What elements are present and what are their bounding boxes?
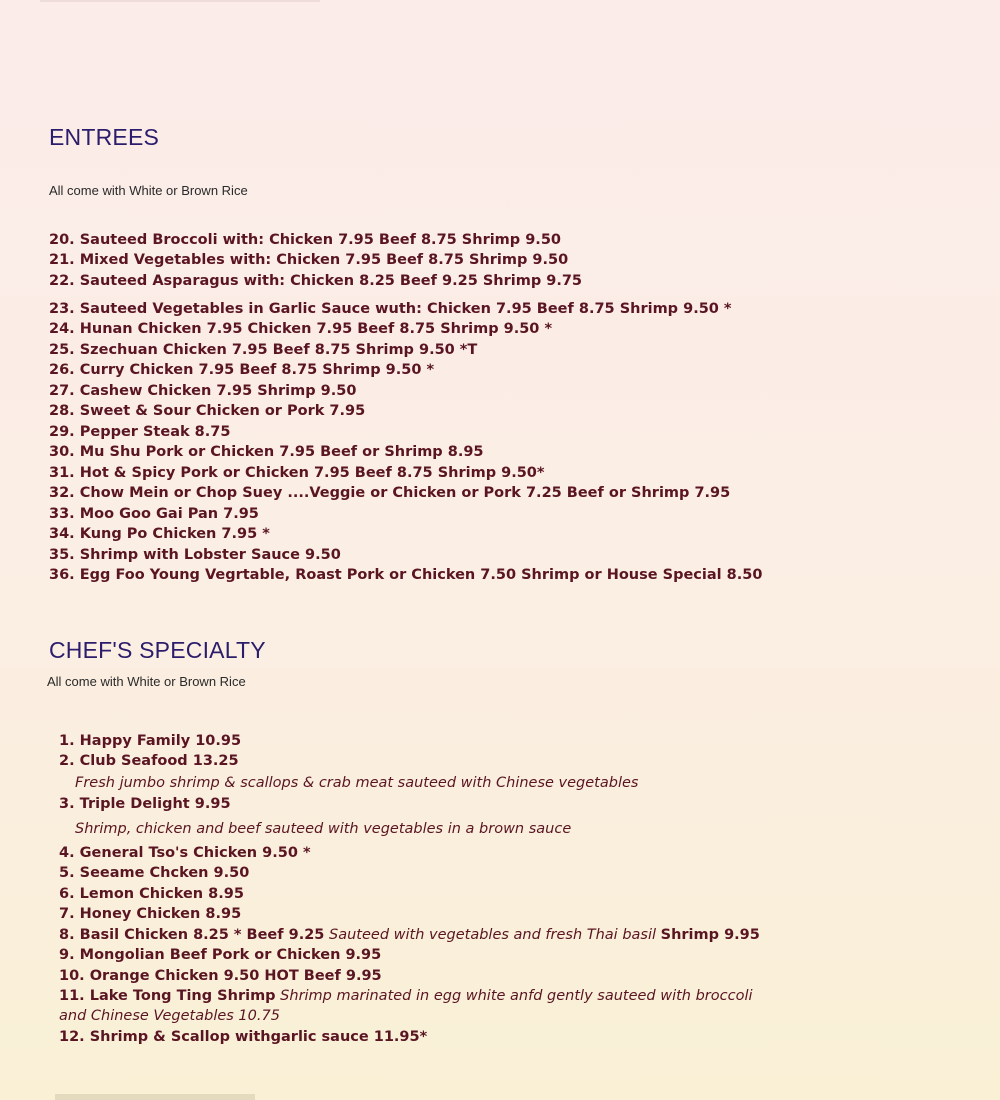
menu-item: 28. Sweet & Sour Chicken or Pork 7.95 <box>49 403 366 419</box>
menu-item: 4. General Tso's Chicken 9.50 * <box>59 845 311 861</box>
menu-item: 9. Mongolian Beef Pork or Chicken 9.95 <box>59 947 382 963</box>
menu-item: 22. Sauteed Asparagus with: Chicken 8.25 Beef 9.25 Shrimp 9.75 <box>49 273 583 289</box>
menu-item: 8. Basil Chicken 8.25 * Beef 9.25 Sauteed with vegetables and fresh Thai basil Shrimp 9.95 <box>59 927 760 943</box>
menu-item: 23. Sauteed Vegetables in Garlic Sauce wuth: Chicken 7.95 Beef 8.75 Shrimp 9.50 * <box>49 301 732 317</box>
cropped-heading-remnant <box>55 1094 255 1100</box>
menu-item: 11. Lake Tong Ting Shrimp Shrimp marinated in egg white anfd gently sauteed with broccoli <box>59 988 753 1004</box>
menu-item: 29. Pepper Steak 8.75 <box>49 424 231 440</box>
menu-item: 5. Seeame Chcken 9.50 <box>59 865 250 881</box>
menu-item: 33. Moo Goo Gai Pan 7.95 <box>49 506 259 522</box>
menu-item: 7. Honey Chicken 8.95 <box>59 906 242 922</box>
menu-item: 24. Hunan Chicken 7.95 Chicken 7.95 Beef 8.75 Shrimp 9.50 * <box>49 321 553 337</box>
menu-item: 6. Lemon Chicken 8.95 <box>59 886 244 902</box>
menu-item: 32. Chow Mein or Chop Suey ....Veggie or Chicken or Pork 7.25 Beef or Shrimp 7.95 <box>49 485 731 501</box>
menu-item: 3. Triple Delight 9.95 <box>59 796 231 812</box>
menu-item: 30. Mu Shu Pork or Chicken 7.95 Beef or Shrimp 8.95 <box>49 444 484 460</box>
menu-item-description: and Chinese Vegetables 10.75 <box>59 1008 280 1024</box>
menu-item: 21. Mixed Vegetables with: Chicken 7.95 Beef 8.75 Shrimp 9.50 <box>49 252 569 268</box>
menu-item: 26. Curry Chicken 7.95 Beef 8.75 Shrimp 9.50 * <box>49 362 435 378</box>
menu-item: 2. Club Seafood 13.25 <box>59 753 239 769</box>
chefs-specialty-heading: CHEF'S SPECIALTY <box>49 637 266 663</box>
entrees-subtitle: All come with White or Brown Rice <box>49 183 248 198</box>
menu-item: 34. Kung Po Chicken 7.95 * <box>49 526 270 542</box>
menu-item: 35. Shrimp with Lobster Sauce 9.50 <box>49 547 341 563</box>
menu-item: 36. Egg Foo Young Vegrtable, Roast Pork or Chicken 7.50 Shrimp or House Special 8.50 <box>49 567 763 583</box>
menu-item: 27. Cashew Chicken 7.95 Shrimp 9.50 <box>49 383 357 399</box>
menu-item-description: Fresh jumbo shrimp & scallops & crab meat sauteed with Chinese vegetables <box>75 775 639 791</box>
entrees-heading: ENTREES <box>49 124 160 150</box>
menu-item: 10. Orange Chicken 9.50 HOT Beef 9.95 <box>59 968 382 984</box>
menu-item: 20. Sauteed Broccoli with: Chicken 7.95 Beef 8.75 Shrimp 9.50 <box>49 232 561 248</box>
menu-item: 31. Hot & Spicy Pork or Chicken 7.95 Beef 8.75 Shrimp 9.50* <box>49 465 545 481</box>
cropped-heading-remnant <box>40 0 320 2</box>
menu-item: 12. Shrimp & Scallop withgarlic sauce 11.95* <box>59 1029 428 1045</box>
menu-item: 1. Happy Family 10.95 <box>59 733 242 749</box>
menu-item-description: Shrimp, chicken and beef sauteed with vegetables in a brown sauce <box>75 821 572 837</box>
chefs-specialty-subtitle: All come with White or Brown Rice <box>47 674 246 689</box>
menu-item: 25. Szechuan Chicken 7.95 Beef 8.75 Shrimp 9.50 *T <box>49 342 478 358</box>
